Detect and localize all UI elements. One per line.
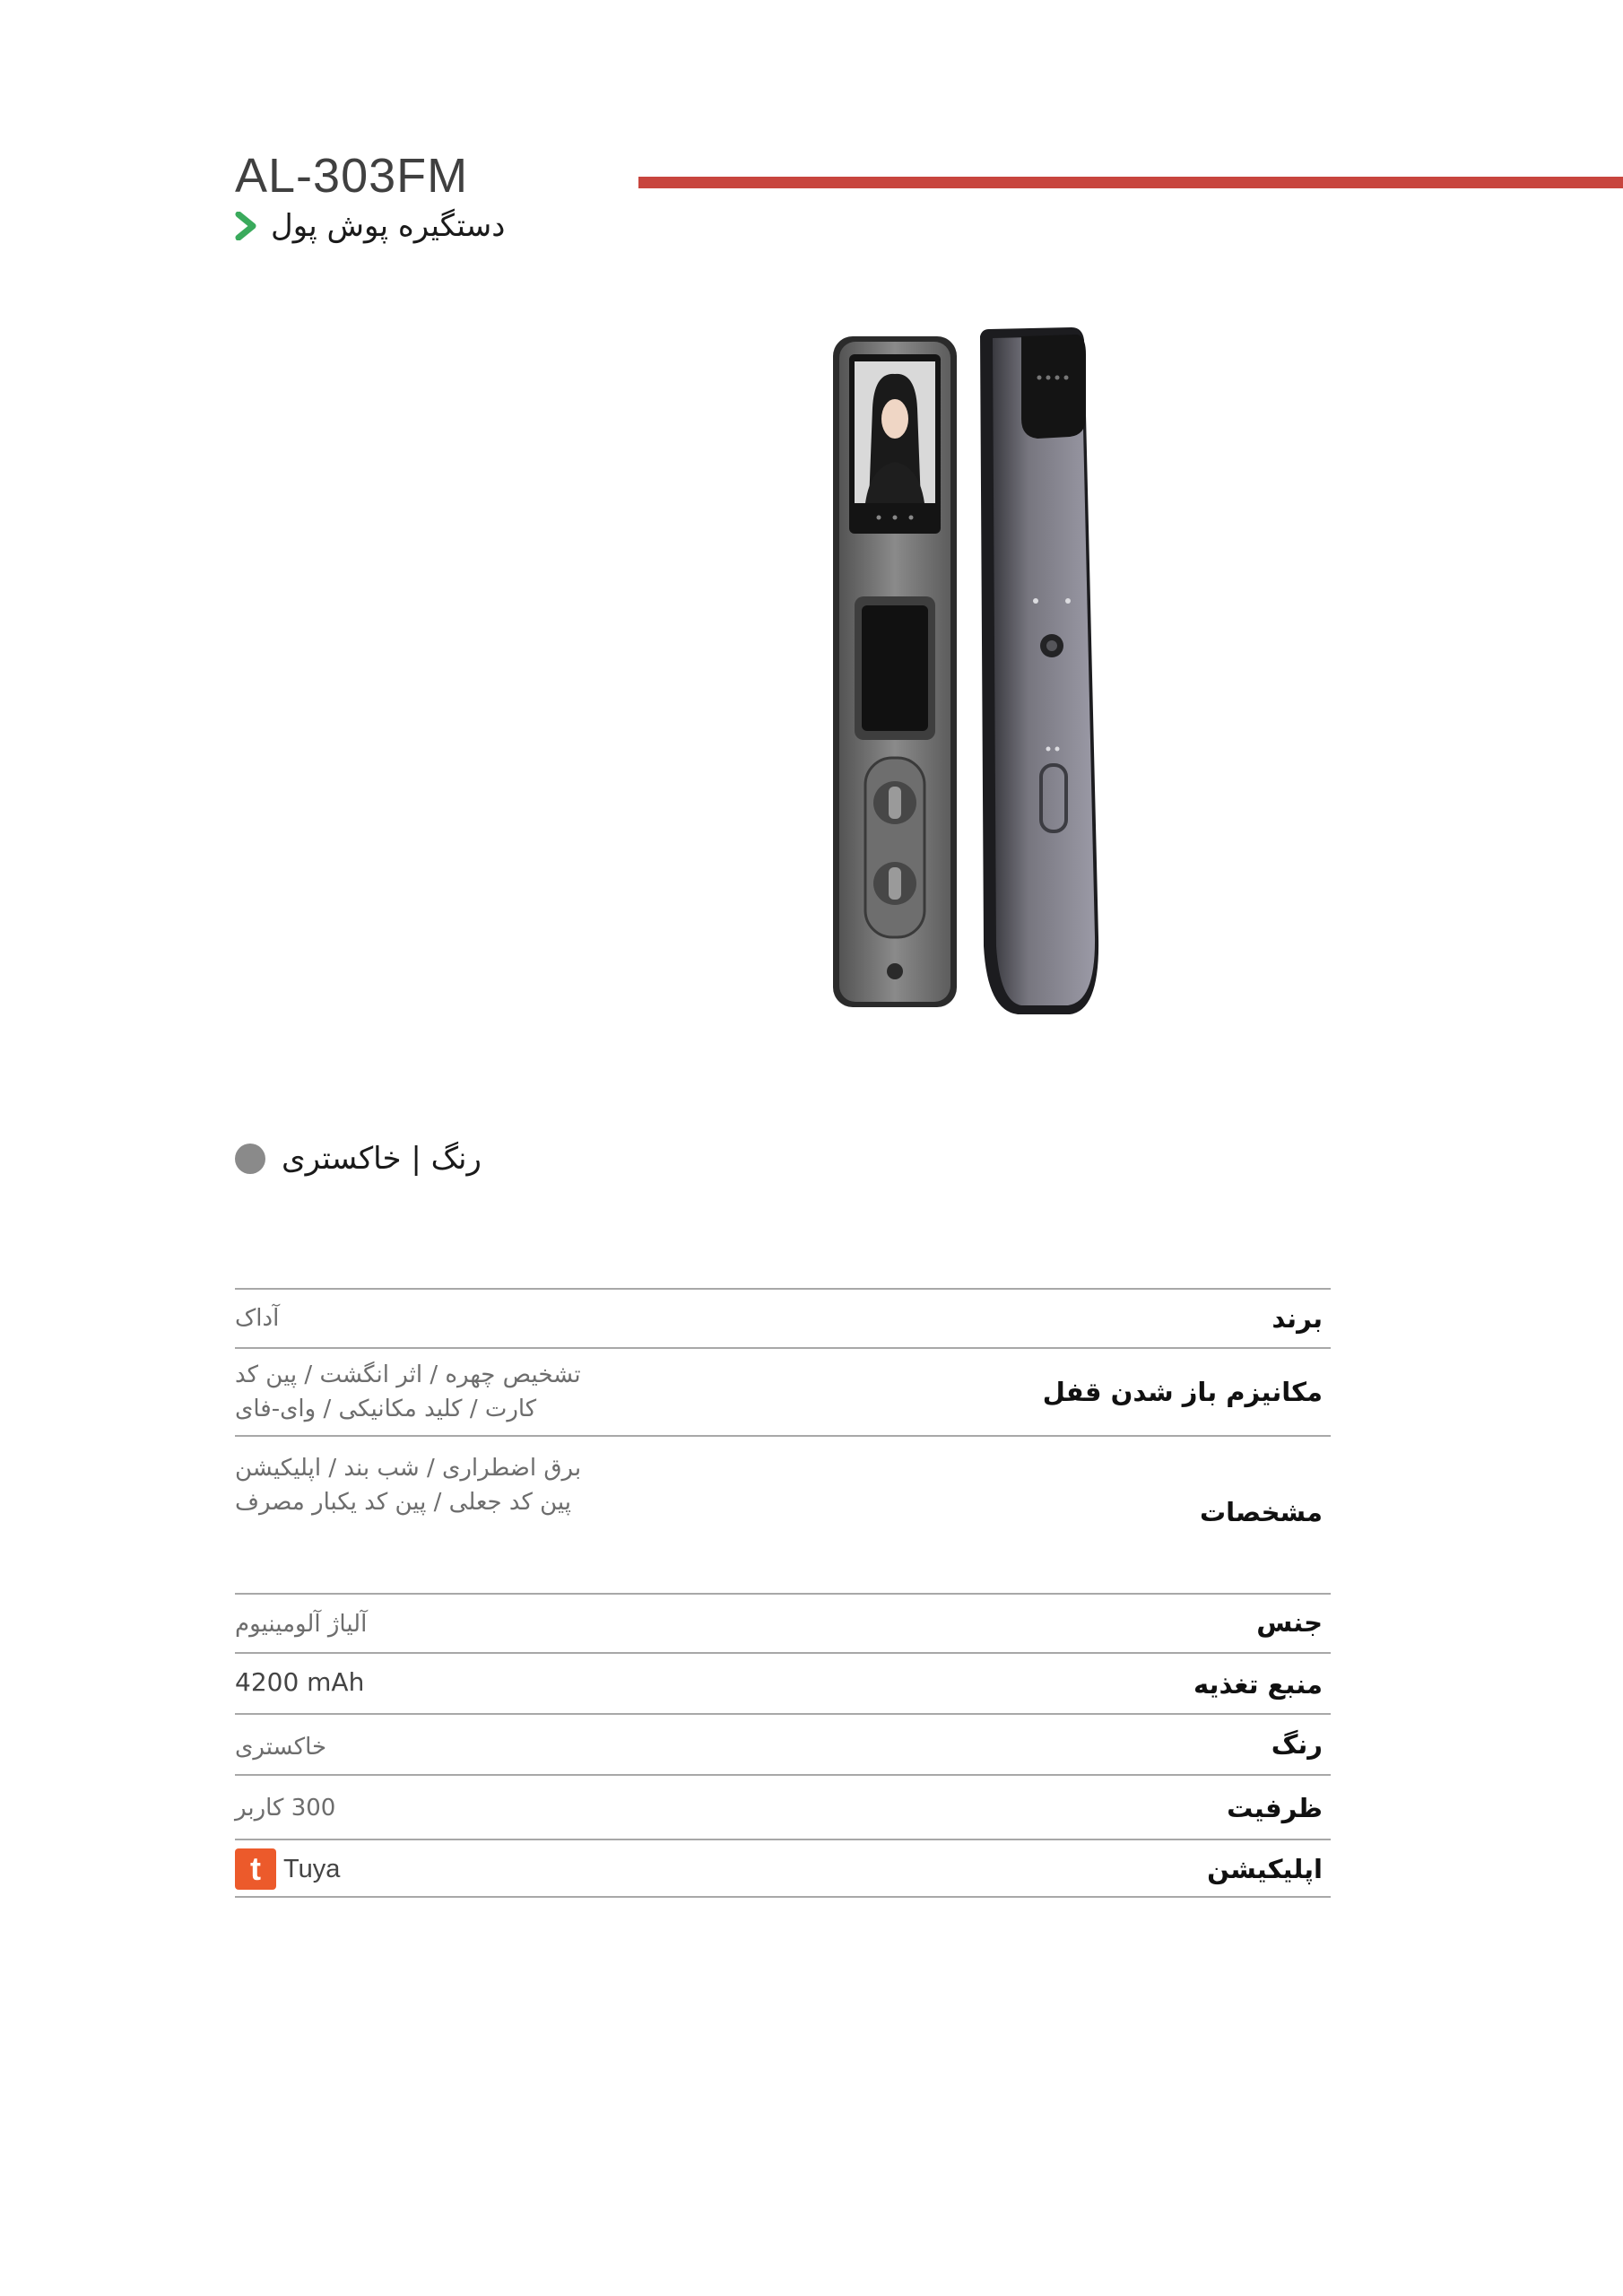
product-subtitle: دستگیره پوش پول — [271, 208, 506, 244]
spec-value-material: آلیاژ آلومینیوم — [235, 1611, 368, 1638]
spec-label-power: منبع تغذیه — [1193, 1669, 1323, 1700]
subtitle-row — [235, 208, 505, 244]
table-divider — [235, 1435, 1331, 1437]
chevron-right-icon — [235, 212, 258, 240]
spec-value-unlock: تشخیص چهره / اثر انگشت / پین کد کارت / کلید مکانیکی / وای-فای — [235, 1361, 581, 1422]
spec-value-app — [235, 1840, 809, 1898]
model-title: AL-303FM — [235, 149, 469, 203]
spec-label-capacity: ظرفیت — [1227, 1793, 1323, 1823]
spec-label-features: مشخصات — [1200, 1497, 1323, 1527]
spec-label-app: اپلیکیشن — [1207, 1854, 1323, 1884]
spec-label-color: رنگ — [1271, 1729, 1323, 1760]
spec-value-color: خاکستری — [235, 1734, 327, 1761]
spec-label-material: جنس — [1256, 1607, 1323, 1638]
spec-value-features: برق اضطراری / شب بند / اپلیکیشن پین کد جعلی / پین کد یکبار مصرف — [235, 1455, 582, 1516]
spec-value-capacity: 300 کاربر — [235, 1795, 336, 1822]
spec-label-brand: برند — [1271, 1303, 1323, 1334]
color-swatch — [235, 1144, 265, 1174]
accent-bar — [638, 177, 1623, 188]
color-badge — [235, 1141, 482, 1177]
smart-lock-image — [829, 318, 1116, 1018]
spec-value-power: 4200 mAh — [235, 1667, 365, 1697]
tuya-logo-icon: t — [235, 1848, 276, 1890]
app-name: Tuya — [283, 1854, 341, 1883]
table-divider — [235, 1896, 1331, 1898]
spec-value-brand: آداک — [235, 1305, 280, 1332]
spec-label-unlock: مکانیزم باز شدن قفل — [1042, 1377, 1323, 1407]
color-badge-text: رنگ | خاکستری — [282, 1141, 482, 1177]
